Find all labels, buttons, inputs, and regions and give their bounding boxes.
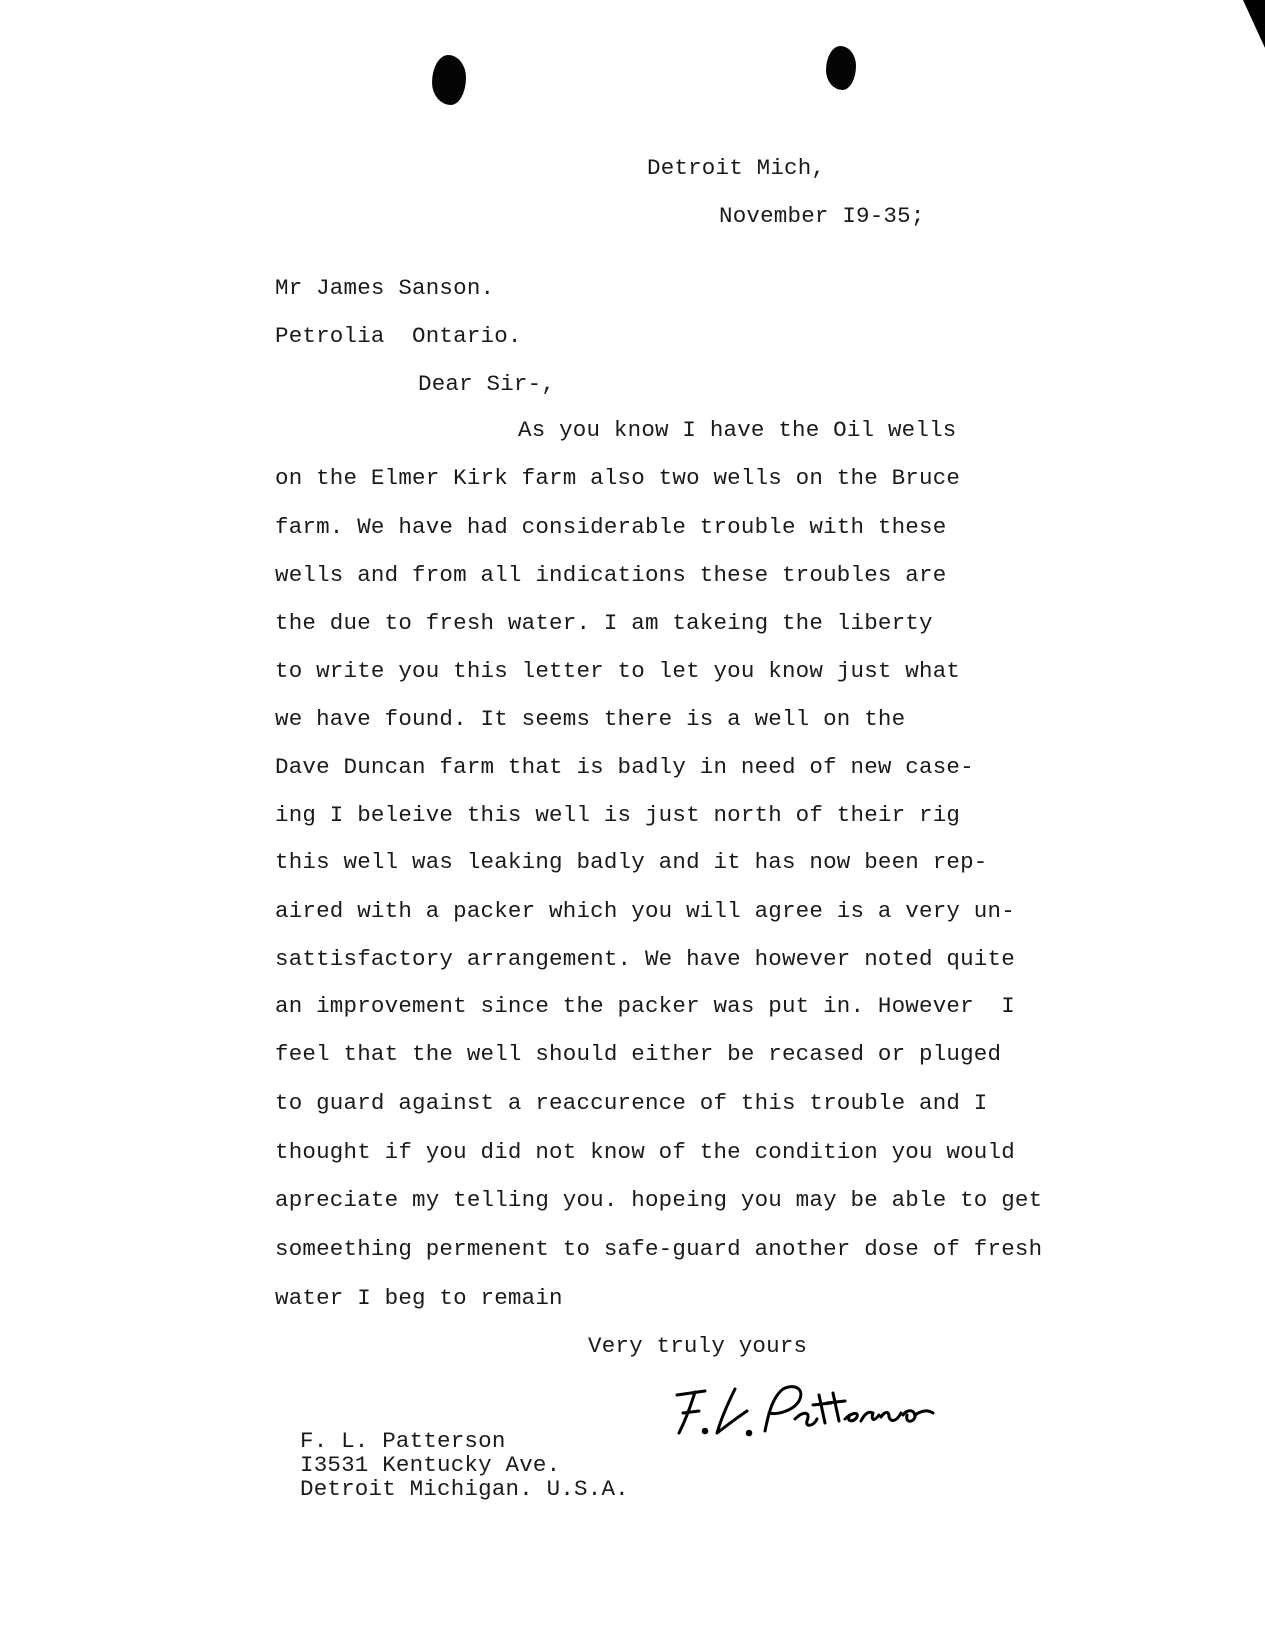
body-line: ing I beleive this well is just north of their rig <box>275 802 961 828</box>
body-line: we have found. It seems there is a well on the <box>275 706 906 732</box>
sender-street: I3531 Kentucky Ave. <box>300 1452 561 1478</box>
salutation: Dear Sir-, <box>418 371 556 397</box>
handwritten-signature <box>665 1375 965 1445</box>
letter-place: Detroit Mich, <box>647 155 826 181</box>
body-line: to guard against a reaccurence of this trouble and I <box>275 1090 988 1116</box>
body-line: Dave Duncan farm that is badly in need of new case- <box>275 754 974 780</box>
body-line: on the Elmer Kirk farm also two wells on the Bruce <box>275 465 961 491</box>
punch-hole-right <box>826 46 856 90</box>
closing: Very truly yours <box>588 1333 808 1359</box>
corner-scan-mark <box>1243 0 1265 48</box>
body-line: this well was leaking badly and it has now been rep- <box>275 849 988 875</box>
body-line: water I beg to remain <box>275 1285 563 1311</box>
body-line: feel that the well should either be recased or pluged <box>275 1041 1002 1067</box>
body-line: to write you this letter to let you know just what <box>275 658 961 684</box>
body-line: an improvement since the packer was put in. However I <box>275 993 1015 1019</box>
punch-hole-left <box>432 55 466 105</box>
body-line: farm. We have had considerable trouble with these <box>275 514 947 540</box>
body-line: sattisfactory arrangement. We have however noted quite <box>275 946 1015 972</box>
addressee-name: Mr James Sanson. <box>275 275 495 301</box>
sender-city: Detroit Michigan. U.S.A. <box>300 1476 629 1502</box>
letter-date: November I9-35; <box>719 203 925 229</box>
body-line: wells and from all indications these troubles are <box>275 562 947 588</box>
body-line: the due to fresh water. I am takeing the liberty <box>275 610 933 636</box>
body-line: thought if you did not know of the condition you would <box>275 1139 1015 1165</box>
body-line: As you know I have the Oil wells <box>518 417 957 443</box>
body-line: apreciate my telling you. hopeing you may be able to get <box>275 1187 1043 1213</box>
addressee-city: Petrolia Ontario. <box>275 323 522 349</box>
sender-name: F. L. Patterson <box>300 1428 506 1454</box>
body-line: aired with a packer which you will agree is a very un- <box>275 898 1015 924</box>
body-line: someething permenent to safe-guard another dose of fresh <box>275 1236 1043 1262</box>
